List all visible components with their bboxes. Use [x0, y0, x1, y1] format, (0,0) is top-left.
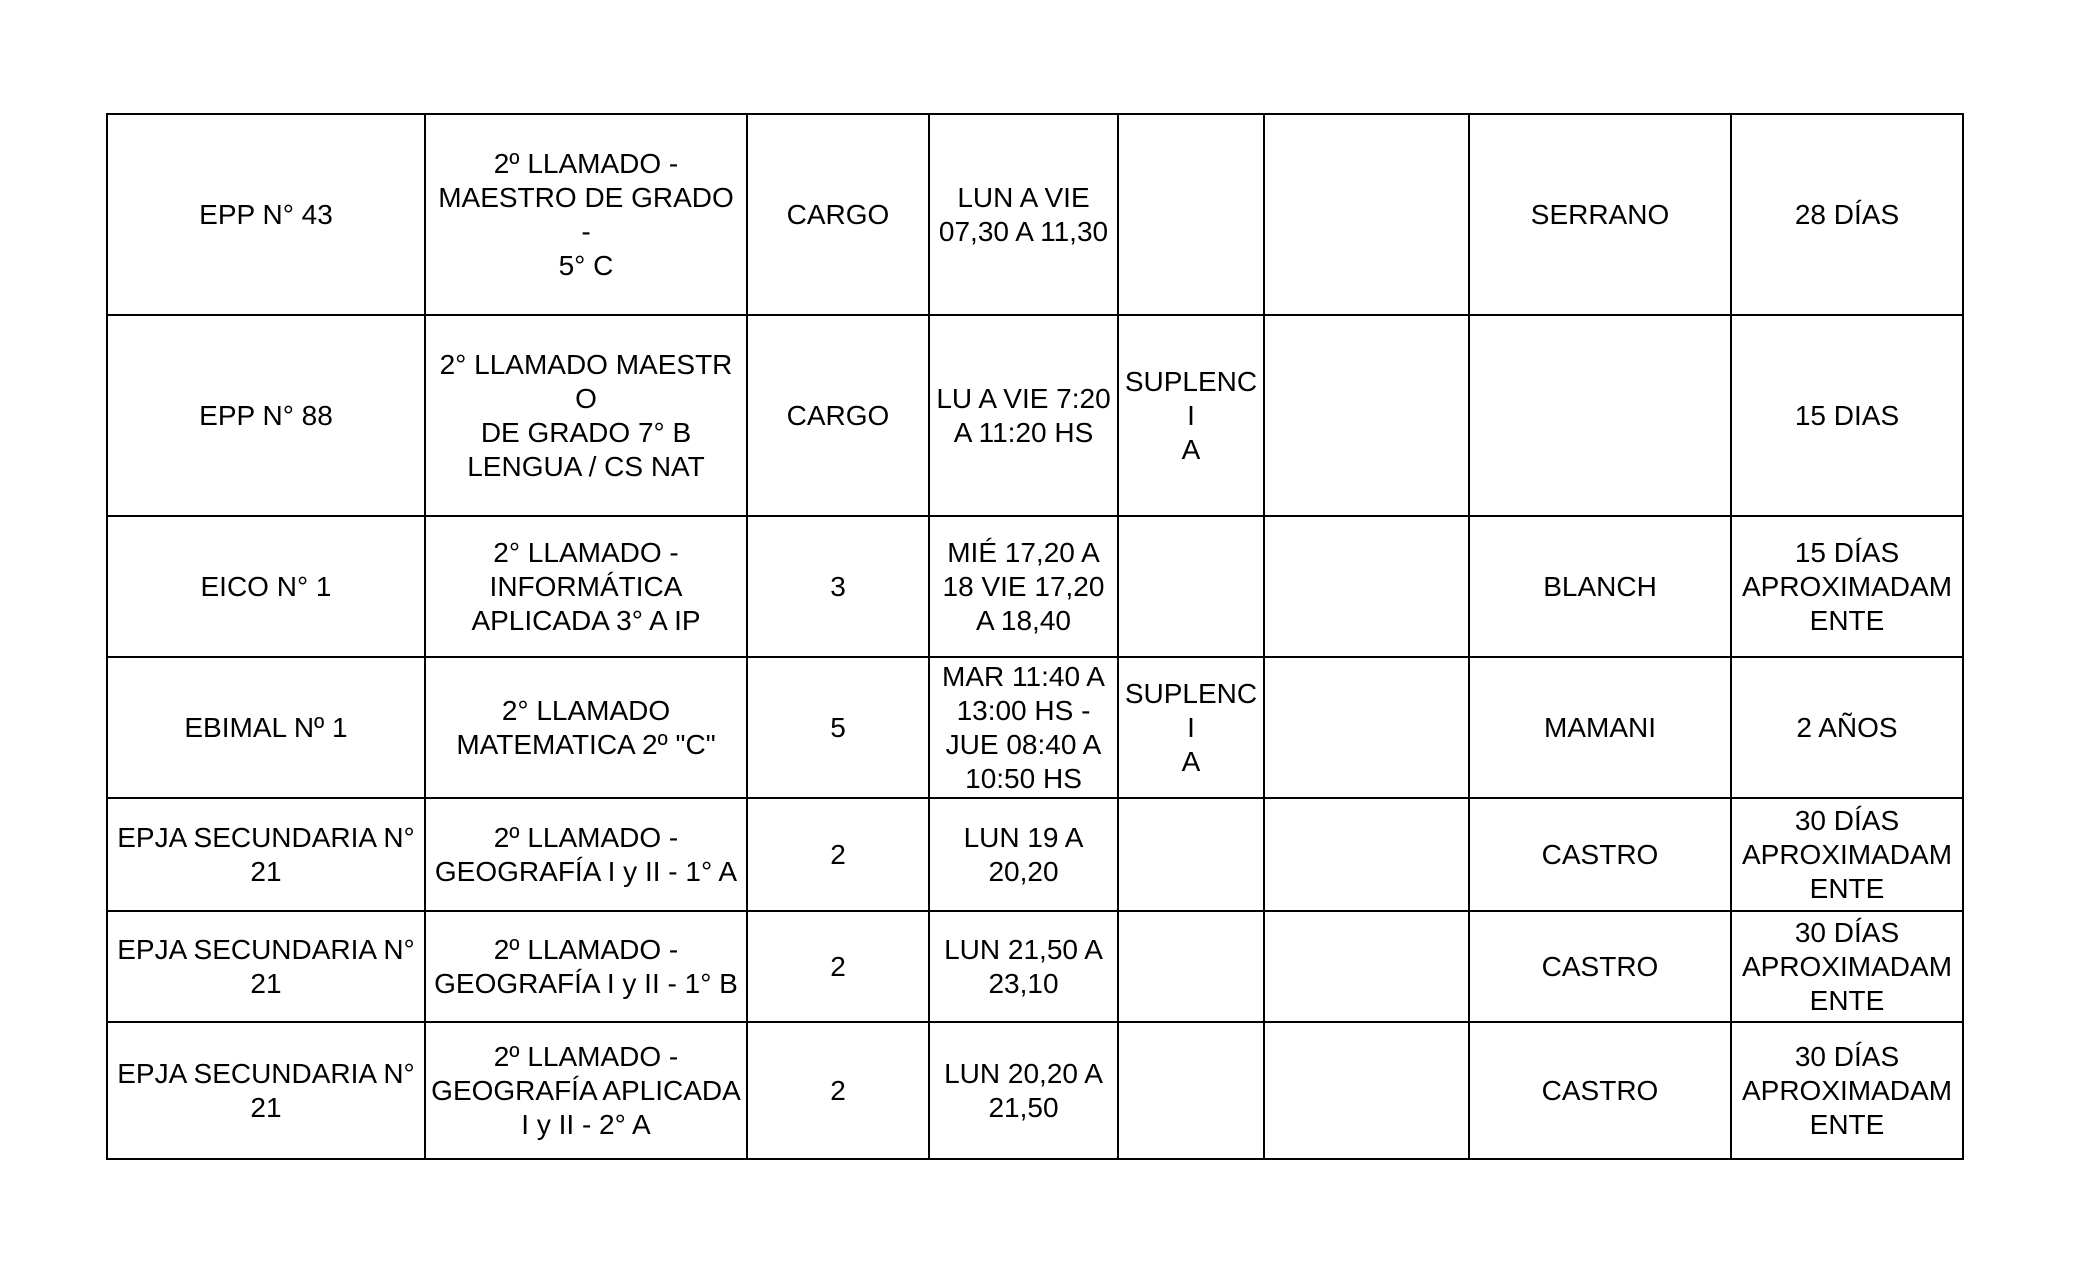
situation-cell: SUPLENCI A: [1118, 315, 1264, 516]
school-cell: EPJA SECUNDARIA N° 21: [107, 1022, 425, 1159]
teacher-cell: [1469, 315, 1731, 516]
table-row: [107, 657, 1963, 798]
school-cell: EPJA SECUNDARIA N° 21: [107, 798, 425, 911]
vacancy-table: [106, 113, 1964, 1160]
hours-cell: CARGO: [747, 114, 929, 315]
table-row: [107, 516, 1963, 657]
school-cell: EPP N° 88: [107, 315, 425, 516]
teacher-cell: CASTRO: [1469, 798, 1731, 911]
schedule-cell: LUN 19 A 20,20: [929, 798, 1118, 911]
call-description-cell: 2º LLAMADO - GEOGRAFÍA I y II - 1° A: [425, 798, 747, 911]
situation-cell: [1118, 798, 1264, 911]
table-row: [107, 798, 1963, 911]
teacher-cell: BLANCH: [1469, 516, 1731, 657]
schedule-cell: LUN A VIE 07,30 A 11,30: [929, 114, 1118, 315]
call-description-cell: 2° LLAMADO - INFORMÁTICA APLICADA 3° A IP: [425, 516, 747, 657]
call-description-cell: 2° LLAMADO MATEMATICA 2º "C": [425, 657, 747, 798]
table-row: [107, 1022, 1963, 1159]
call-description-cell: 2° LLAMADO MAESTRO DE GRADO 7° B LENGUA / CS NAT: [425, 315, 747, 516]
call-description-cell: 2º LLAMADO - MAESTRO DE GRADO - 5° C: [425, 114, 747, 315]
schedule-cell: MIÉ 17,20 A 18 VIE 17,20 A 18,40: [929, 516, 1118, 657]
teacher-cell: CASTRO: [1469, 1022, 1731, 1159]
schedule-cell: LUN 20,20 A 21,50: [929, 1022, 1118, 1159]
empty-cell: [1264, 315, 1469, 516]
school-cell: EICO N° 1: [107, 516, 425, 657]
duration-cell: 2 AÑOS: [1731, 657, 1963, 798]
situation-cell: [1118, 516, 1264, 657]
schedule-cell: MAR 11:40 A 13:00 HS - JUE 08:40 A 10:50 HS: [929, 657, 1118, 798]
empty-cell: [1264, 657, 1469, 798]
duration-cell: 15 DIAS: [1731, 315, 1963, 516]
table-row: [107, 114, 1963, 315]
empty-cell: [1264, 798, 1469, 911]
teacher-cell: CASTRO: [1469, 911, 1731, 1022]
duration-cell: 30 DÍAS APROXIMADAM ENTE: [1731, 1022, 1963, 1159]
school-cell: EBIMAL Nº 1: [107, 657, 425, 798]
schedule-cell: LUN 21,50 A 23,10: [929, 911, 1118, 1022]
hours-cell: 2: [747, 1022, 929, 1159]
empty-cell: [1264, 114, 1469, 315]
schedule-cell: LU A VIE 7:20 A 11:20 HS: [929, 315, 1118, 516]
teacher-cell: SERRANO: [1469, 114, 1731, 315]
call-description-cell: 2º LLAMADO - GEOGRAFÍA I y II - 1° B: [425, 911, 747, 1022]
school-cell: EPP N° 43: [107, 114, 425, 315]
situation-cell: [1118, 911, 1264, 1022]
empty-cell: [1264, 911, 1469, 1022]
school-cell: EPJA SECUNDARIA N° 21: [107, 911, 425, 1022]
empty-cell: [1264, 1022, 1469, 1159]
teacher-cell: MAMANI: [1469, 657, 1731, 798]
hours-cell: 2: [747, 911, 929, 1022]
situation-cell: [1118, 114, 1264, 315]
hours-cell: 2: [747, 798, 929, 911]
empty-cell: [1264, 516, 1469, 657]
duration-cell: 15 DÍAS APROXIMADAM ENTE: [1731, 516, 1963, 657]
situation-cell: [1118, 1022, 1264, 1159]
situation-cell: SUPLENCI A: [1118, 657, 1264, 798]
duration-cell: 30 DÍAS APROXIMADAM ENTE: [1731, 911, 1963, 1022]
hours-cell: 5: [747, 657, 929, 798]
hours-cell: 3: [747, 516, 929, 657]
table-row: [107, 911, 1963, 1022]
duration-cell: 28 DÍAS: [1731, 114, 1963, 315]
hours-cell: CARGO: [747, 315, 929, 516]
duration-cell: 30 DÍAS APROXIMADAM ENTE: [1731, 798, 1963, 911]
call-description-cell: 2º LLAMADO - GEOGRAFÍA APLICADA I y II - 2° A: [425, 1022, 747, 1159]
table-row: [107, 315, 1963, 516]
